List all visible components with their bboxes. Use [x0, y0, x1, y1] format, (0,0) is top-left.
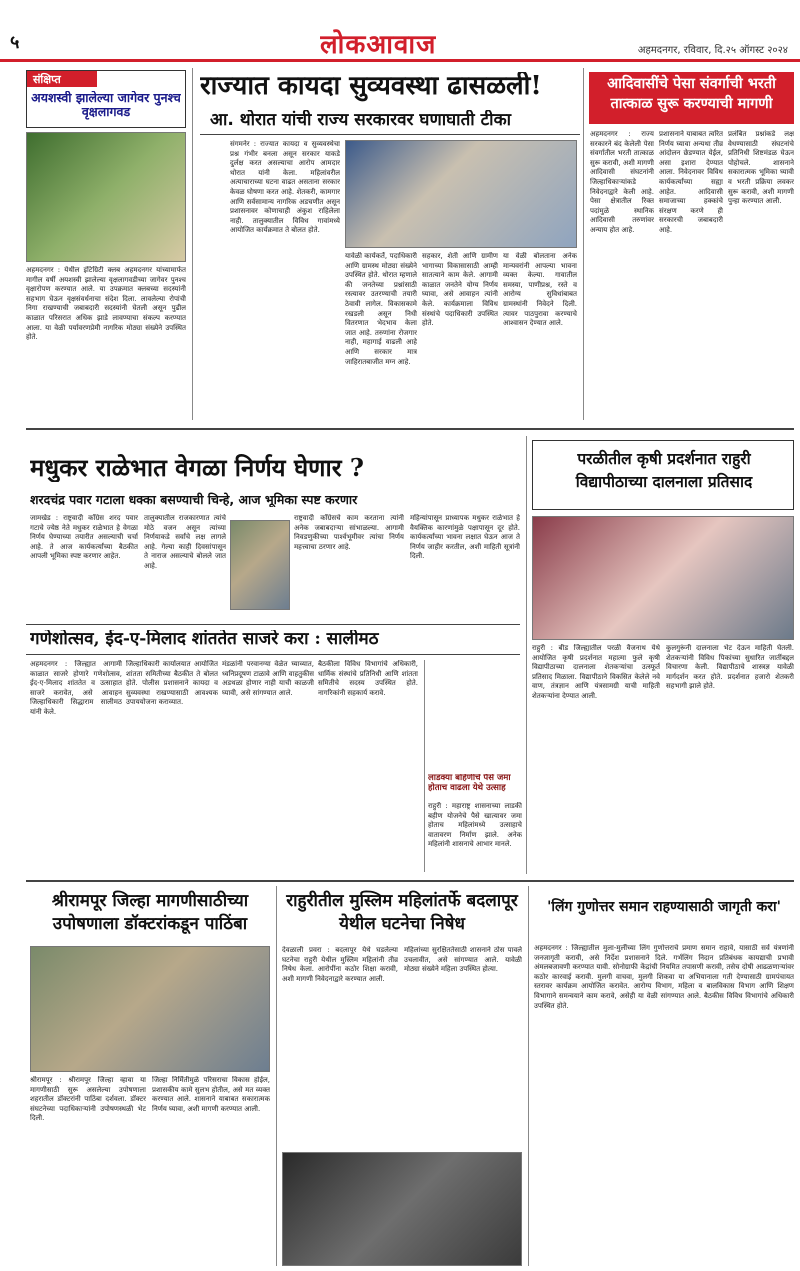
madhukar-col-4: महिन्यांपासून प्राध्यापक मधुकर राळेभात हे वैयक्तिक कारणांमुळे पक्षापासून दूर होते. कार्यकर्त्यांच्या भावना लक्षात घेऊन आज ते निर्णय जाहीर करतील, अशी माहिती सूत्रांनी दिली. — [410, 514, 520, 561]
lead-col-4: या वेळी बोलताना अनेक मान्यवरांनी आपल्या भावना व्यक्त केल्या. गावातील समस्या, पाणीप्रश्न, रस्ते व आरोग्य सुविधांबाबत ग्रामस्थांनी निवेदने दिली. त्यावर पाठपुरावा करण्याचे आश्वासन देण्यात आले. — [503, 252, 577, 328]
madhukar-col-1: जामखेड : राष्ट्रवादी काँग्रेस शरद पवार गटाचे ज्येष्ठ नेते मधुकर राळेभात हे वेगळा निर्णय घेण्याच्या तयारीत असल्याची चर्चा आहे. ते आज कार्यकर्त्यांच्या बैठकीत आपली भूमिका स्पष्ट करणार आहेत. — [30, 514, 138, 561]
rahuri-headline: राहुरीतील मुस्लिम महिलांतर्फे बदलापूर येथील घटनेचा निषेध — [286, 891, 518, 934]
column-divider — [583, 68, 584, 420]
ling-headline: 'लिंग गुणोत्तर समान राहण्यासाठी जागृती करा' — [547, 899, 781, 915]
parli-col-1: राहुरी : बीड जिल्ह्यातील परळी वैजनाथ येथे आयोजित कृषी प्रदर्शनात महात्मा फुले कृषी विद्यापीठाच्या दालनाला शेतकऱ्यांचा उत्स्फूर्त प्रतिसाद मिळाला. विद्यापीठाने विकसित केलेले नवे वाण, तंत्रज्ञान आणि यंत्रसामग्री याची माहिती शेतकऱ्यांना देण्यात आली. — [532, 644, 660, 700]
madhukar-col-2: तालुक्यातील राजकारणात त्यांचे मोठे वजन असून त्यांच्या निर्णयाकडे सर्वांचे लक्ष लागले आहे. गेल्या काही दिवसांपासून ते नाराज असल्याचे बोलले जात आहे. — [144, 514, 226, 570]
masthead-logo: लोकआवाज — [320, 30, 437, 60]
sankshipt-label: संक्षिप्त — [27, 71, 97, 87]
tribal-col-1: अहमदनगर : राज्य सरकारने बंद केलेली पेसा संवर्गातील भरती तात्काळ सुरू करावी, अशी मागणी आदिवासी संघटनांनी जिल्हाधिकाऱ्यांकडे निवेदनाद्वारे केली आहे. पेसा क्षेत्रातील रिक्त पदांमुळे स्थानिक आदिवासी तरुणांवर अन्याय होत आहे. — [590, 130, 654, 234]
ganesh-col-2: जिल्हाधिकारी कार्यालयात आयोजित शांतता समितीच्या बैठकीत ते बोलत होते. पोलीस प्रशासनाने कायदा व सुव्यवस्था राखण्यासाठी आवश्यक उपाययोजना कराव्यात. — [126, 660, 218, 707]
date-line: अहमदनगर, रविवार, दि.२५ ऑगस्ट २०२४ — [637, 45, 788, 56]
masthead-bar — [0, 0, 800, 62]
parli-headline-box — [532, 440, 794, 510]
lead-col-2: यावेळी कार्यकर्ते, पदाधिकारी आणि ग्रामस्थ मोठ्या संख्येने उपस्थित होते. थोरात म्हणाले की जनतेच्या प्रश्नांसाठी रस्त्यावर उतरण्याची तयारी ठेवावी लागेल. विकासकामे रखडली असून निधी वितरणात भेदभाव केला जात आहे. तरुणांना रोजगार नाही, महागाई वाढली आहे आणि सरकार मात्र जाहिरातबाजीत मग्न आहे. — [345, 252, 417, 366]
ladki-headline: लाडक्या बहिणींचे पैसे जमा होताच वाढला येथे उत्साह — [428, 774, 511, 793]
sankshipt-body: अहमदनगर : येथील इंटिग्रिटी क्लब अहमदनगर यांच्यामार्फत मागील वर्षी अयशस्वी झालेल्या वृक्षलागवडीच्या जागेवर पुनश्च वृक्षारोपण करण्यात आले. या उपक्रमात क्लबच्या सदस्यांनी सहभाग घेऊन वृक्षसंवर्धनाचा संदेश दिला. लावलेल्या रोपांची निगा राखण्याची जबाबदारी सदस्यांनी घेतली असून पुढील काळात परिसरात अधिक झाडे लावण्याचा संकल्प करण्यात आला. या वेळी पर्यावरणप्रेमी नागरिक मोठ्या संख्येने उपस्थित होते. — [26, 266, 186, 342]
tribal-col-2: प्रशासनाने याबाबत त्वरित निर्णय घ्यावा अन्यथा तीव्र आंदोलन छेडण्यात येईल, असा इशारा देण्यात आला. निवेदनावर विविध कार्यकर्त्यांच्या सह्या आहेत. आदिवासी समाजाच्या हक्कांचे संरक्षण करणे ही सरकारची जबाबदारी आहे. — [659, 130, 723, 234]
shrirampur-photo — [30, 946, 270, 1072]
ganesh-col-3: मंडळांनी परवानग्या वेळेत घ्याव्यात, ध्वनिप्रदूषण टाळावे आणि वाहतुकीस अडथळा होणार नाही याची काळजी घ्यावी, असे सांगण्यात आले. — [222, 660, 314, 697]
rahuri-col-1: देवळाली प्रवरा : बदलापूर येथे घडलेल्या घटनेचा राहुरी येथील मुस्लिम महिलांनी तीव्र निषेध केला. आरोपींना कठोर शिक्षा करावी, अशी मागणी निवेदनाद्वारे करण्यात आली. — [282, 946, 398, 983]
rahuri-col-2: महिलांच्या सुरक्षिततेसाठी शासनाने ठोस पावले उचलावीत, असे सांगण्यात आले. यावेळी मोठ्या संख्येने महिला उपस्थित होत्या. — [404, 946, 522, 974]
lead-headline: राज्यात कायदा सुव्यवस्था ढासळली! — [200, 72, 542, 101]
madhukar-col-3: राष्ट्रवादी काँग्रेसचे काम करताना त्यांनी अनेक जबाबदाऱ्या सांभाळल्या. आगामी निवडणुकीच्या पार्श्वभूमीवर त्यांचा निर्णय महत्त्वाचा ठरणार आहे. — [294, 514, 404, 551]
lead-col-1: संगमनेर : राज्यात कायदा व सुव्यवस्थेचा प्रश्न गंभीर बनला असून सरकार याकडे दुर्लक्ष करत असल्याचा आरोप आमदार थोरात यांनी केला. महिलांवरील अत्याचाराच्या घटना वाढत असताना सरकार केवळ घोषणा करत आहे. शेतकरी, कामगार आणि सर्वसामान्य नागरिक अडचणीत असून प्रशासनावर कोणाचाही अंकुश राहिलेला नाही. तालुक्यातील विविध गावांमध्ये आयोजित कार्यक्रमात ते बोलत होते. — [230, 140, 340, 235]
shrirampur-col-2: जिल्हा निर्मितीमुळे परिसराचा विकास होईल, प्रशासकीय कामे सुलभ होतील, असे मत व्यक्त करण्यात आले. शासनाने याबाबत सकारात्मक निर्णय घ्यावा, अशी मागणी करण्यात आली. — [152, 1076, 270, 1113]
lead-subhead: आ. थोरात यांची राज्य सरकारवर घणाघाती टीका — [210, 110, 512, 130]
divider — [26, 624, 520, 625]
shrirampur-col-1: श्रीरामपूर : श्रीरामपूर जिल्हा व्हावा या मागणीसाठी सुरू असलेल्या उपोषणाला शहरातील डॉक्टरांनी पाठिंबा दर्शवला. डॉक्टर संघटनेच्या पदाधिकाऱ्यांनी उपोषणस्थळी भेट दिली. — [30, 1076, 146, 1123]
parli-col-2: कुलगुरूंनी दालनाला भेट देऊन माहिती घेतली. शेतकऱ्यांनी विविध पिकांच्या सुधारित जातींबद्दल विचारणा केली. विद्यापीठाचे शास्त्रज्ञ यावेळी मार्गदर्शन करत होते. प्रदर्शनात हजारो शेतकरी सहभागी झाले होते. — [666, 644, 794, 691]
madhukar-headline: मधुकर राळेभात वेगळा निर्णय घेणार ? — [30, 454, 364, 482]
parli-headline: परळीतील कृषी प्रदर्शनात राहुरी विद्यापीठाच्या दालनाला प्रतिसाद — [575, 449, 753, 492]
column-divider — [192, 68, 193, 420]
rahuri-photo — [282, 1152, 522, 1266]
sankshipt-headline: अयशस्वी झालेल्या जागेवर पुनश्च वृक्षलागवड — [31, 91, 181, 120]
sankshipt-box — [26, 70, 186, 128]
ganesh-col-4: बैठकीला विविध विभागांचे अधिकारी, धार्मिक संस्थांचे प्रतिनिधी आणि शांतता समितीचे सदस्य उपस्थित होते. नागरिकांनी सहकार्य करावे. — [318, 660, 418, 697]
parli-photo — [532, 516, 794, 640]
column-divider — [528, 886, 529, 1266]
lead-photo — [345, 140, 577, 248]
tribal-headline: आदिवासींचे पेसा संवर्गाची भरती तात्काळ सुरू करण्याची मागणी — [589, 72, 794, 124]
column-divider — [526, 436, 527, 874]
madhukar-portrait — [230, 520, 290, 610]
ling-body: अहमदनगर : जिल्ह्यातील मुला-मुलींच्या लिंग गुणोत्तराचे प्रमाण समान राहावे, यासाठी सर्व यंत्रणांनी जनजागृती करावी, असे निर्देश प्रशासनाने दिले. गर्भलिंग निदान प्रतिबंधक कायद्याची प्रभावी अंमलबजावणी करण्यात यावी. सोनोग्राफी केंद्रांची नियमित तपासणी करावी, तसेच दोषी आढळणाऱ्यांवर कठोर कारवाई करावी. मुलगी वाचवा, मुलगी शिकवा या अभियानाला गती देण्यासाठी ग्रामपंचायत स्तरावर कार्यक्रम आयोजित करावेत. आरोग्य विभाग, महिला व बालविकास विभाग आणि शिक्षण विभागाने समन्वयाने काम करावे, असेही या वेळी सांगण्यात आले. बैठकीस विविध विभागांचे अधिकारी उपस्थित होते. — [534, 944, 794, 1010]
shrirampur-headline: श्रीरामपूर जिल्हा मागणीसाठीच्या उपोषणाला डॉक्टरांकडून पाठिंबा — [51, 891, 249, 934]
section-divider — [26, 428, 794, 430]
lead-col-3: सहकार, शेती आणि ग्रामीण भागाच्या विकासासाठी आम्ही सातत्याने काम केले. आगामी काळात जनतेने योग्य निर्णय घ्यावा, असे आवाहन त्यांनी केले. कार्यक्रमाला विविध संस्थांचे पदाधिकारी उपस्थित होते. — [422, 252, 498, 328]
tribal-col-3: प्रलंबित प्रश्नांकडे लक्ष वेधण्यासाठी संघटनांचे प्रतिनिधी शिष्टमंडळ घेऊन पोहोचले. शासनाने सकारात्मक भूमिका घ्यावी व भरती प्रक्रिया लवकर सुरू करावी, अशी मागणी पुन्हा करण्यात आली. — [728, 130, 794, 206]
ganesh-headline: गणेशोत्सव, ईद-ए-मिलाद शांततेत साजरे करा : सालीमठ — [30, 630, 379, 649]
page-number: ५ — [10, 32, 20, 53]
madhukar-subhead: शरदचंद्र पवार गटाला धक्का बसण्याची चिन्हे, आज भूमिका स्पष्ट करणार — [30, 492, 358, 507]
tree-planting-photo — [26, 132, 186, 262]
section-divider — [26, 880, 794, 882]
column-divider — [424, 660, 425, 872]
divider — [26, 654, 520, 655]
ladki-body: राहुरी : महाराष्ट्र शासनाच्या लाडकी बहीण योजनेचे पैसे खात्यावर जमा होताच महिलांमध्ये उत्साहाचे वातावरण निर्माण झाले. अनेक महिलांनी शासनाचे आभार मानले. — [428, 802, 522, 849]
column-divider — [276, 886, 277, 1266]
divider — [200, 134, 580, 135]
ganesh-col-1: अहमदनगर : जिल्ह्यात आगामी काळात साजरे होणारे गणेशोत्सव, ईद-ए-मिलाद शांततेत व उत्साहात साजरे करावेत, असे आवाहन जिल्हाधिकारी सिद्धाराम सालीमठ यांनी केले. — [30, 660, 122, 716]
